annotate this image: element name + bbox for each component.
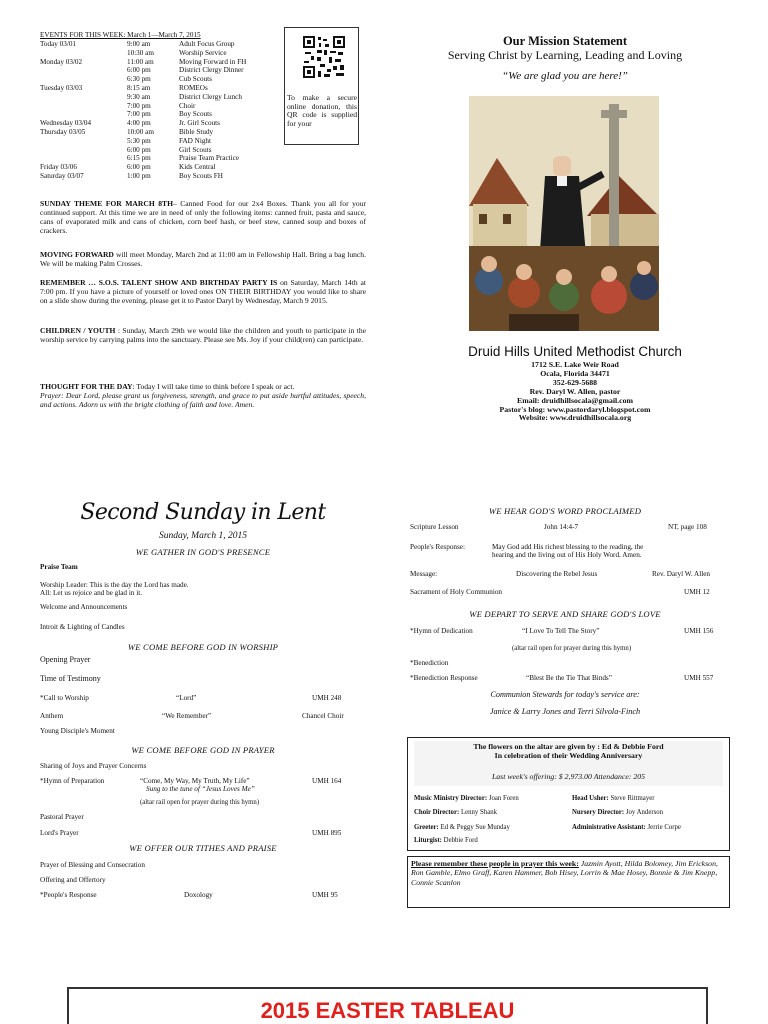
doxology: Doxology (184, 891, 213, 899)
event-name: District Clergy Lunch (179, 92, 242, 101)
liturgist-name: Debbie Ford (443, 837, 478, 844)
nursery-director-name: Joy Anderson (625, 809, 664, 816)
peoples-response-label: *People's Response (40, 891, 97, 899)
communion-number: UMH 12 (684, 588, 710, 596)
liturgist (414, 837, 478, 844)
admin-assistant-label: Administrative Assistant: (572, 824, 646, 831)
scripture-ref: John 14:4-7 (544, 523, 579, 531)
depart-header: WE DEPART TO SERVE AND SHARE GOD'S LOVE (469, 609, 661, 619)
hymn-prep-label: *Hymn of Preparation (40, 777, 105, 785)
event-name: Worship Service (179, 48, 227, 57)
event-day: Thursday 03/05 (40, 128, 86, 136)
event-time: 7:00 pm (127, 110, 151, 119)
qr-code-icon[interactable] (302, 35, 346, 79)
flowers-panel (414, 741, 723, 786)
event-day: Wednesday 03/04 (40, 119, 92, 128)
event-row (40, 75, 278, 83)
admin-assistant (572, 824, 681, 831)
message-label: Message: (410, 570, 438, 578)
event-time: 7:00 pm (127, 101, 151, 110)
notice-moving-forward-label: MOVING FORWARD (40, 250, 114, 259)
event-time: 10:30 am (127, 48, 154, 57)
notice-thought (40, 383, 366, 423)
head-usher (572, 795, 655, 802)
hymn-dedication-number: UMH 156 (684, 627, 714, 635)
gather-header: WE GATHER IN GOD'S PRESENCE (135, 547, 271, 557)
response-text-1: May God add His richest blessing to the reading, the (492, 543, 644, 551)
scripture-page: NT, page 108 (668, 523, 707, 531)
church-pastor: Rev. Daryl W. Allen, pastor (529, 386, 621, 396)
event-row (40, 146, 278, 154)
church-email[interactable]: Email: druidhillsocala@gmail.com (517, 395, 633, 405)
music-director-label: Music Ministry Director: (414, 795, 488, 802)
call-to-worship-label: *Call to Worship (40, 694, 89, 702)
event-time: 10:00 am (127, 128, 154, 136)
event-name: FAD Night (179, 136, 212, 145)
flowers-staff-box (407, 737, 730, 851)
communion-label: Sacrament of Holy Communion (410, 588, 503, 596)
event-name: Girl Scouts (179, 145, 212, 154)
time-of-testimony: Time of Testimony (40, 674, 101, 683)
event-day: Saturday 03/07 (40, 172, 84, 180)
church-name: Druid Hills United Methodist Church (468, 344, 682, 359)
church-city: Ocala, Florida 34471 (540, 368, 610, 378)
hymn-dedication-label: *Hymn of Dedication (410, 627, 473, 635)
service-title: Second Sunday in Lent (80, 500, 326, 525)
event-row (40, 110, 278, 118)
event-time: 6:30 pm (127, 75, 151, 84)
church-website[interactable]: Website: www.druidhillsocala.org (518, 413, 632, 423)
event-row (40, 93, 278, 101)
altar-rail-note-1: (altar rail open for prayer during this hymn) (140, 799, 260, 806)
benediction: *Benediction (410, 659, 449, 667)
hymn-prep-tune: Sung to the tune of “Jesus Loves Me” (146, 785, 255, 793)
nursery-director-label: Nursery Director: (572, 809, 625, 816)
opening-prayer: Opening Prayer (40, 655, 91, 664)
prayer-header: WE COME BEFORE GOD IN PRAYER (131, 745, 275, 755)
notice-sunday-theme (40, 200, 366, 244)
event-name: Adult Focus Group (179, 40, 235, 48)
event-name: Choir (179, 101, 196, 110)
event-day: Friday 03/06 (40, 163, 77, 172)
call-to-worship-title: “Lord” (176, 694, 197, 702)
notice-children-text: : Sunday, March 29th we would like the children and youth to participate in the worship service by carrying palms into the sanctuary. Please see Ms. Joy if your child(ren) can participate. (40, 326, 367, 344)
liturgist-label: Liturgist: (414, 837, 442, 844)
prayer-list-names: Jazmin Ayott, Hilda Bolomey, Jim Erickson, Ron Gamble, Elmo Graff, Karen Hammer, Bob Hisey, Lorrin & Mae Hosey, Bonnie & Jim Knepp, Connie Scanlon (411, 859, 718, 887)
notice-prayer-text: Prayer: Dear Lord, please grant us forgiveness, strength, and grace to put aside hurtful attitudes, speech, and actions. Adorn us with the bright clothing of faith and love. Amen. (40, 390, 366, 409)
event-time: 4:00 pm (127, 119, 151, 128)
event-row (40, 119, 278, 127)
event-name: District Clergy Dinner (179, 66, 244, 75)
event-time: 5:30 pm (127, 136, 151, 145)
choir-director (414, 809, 497, 816)
notice-remember-text: on Saturday, March 14th at 7:00 pm. If you have a picture of yourself or loved ones ON THEIR BIRTHDAY you would like to share on a slide show during the evening, please get it to Pastor Daryl by Wednesday, March 9 2015. (40, 278, 366, 305)
qr-donation-box (284, 27, 359, 145)
introit-line: Introit & Lighting of Candles (40, 623, 125, 631)
music-director-name: Joan Foren (488, 795, 519, 802)
benediction-response-label: *Benediction Response (410, 674, 478, 682)
event-row (40, 128, 278, 136)
event-row (40, 66, 278, 74)
worship-leader-line: Worship Leader: This is the day the Lord has made. (40, 581, 189, 589)
call-to-worship-number: UMH 248 (312, 694, 342, 702)
event-time: 1:00 pm (127, 172, 151, 180)
staff-list (414, 795, 726, 849)
event-name: Moving Forward in FH (179, 57, 247, 66)
choir-director-label: Choir Director: (414, 809, 460, 816)
event-row (40, 163, 278, 171)
mission-quote: “We are glad you are here!” (502, 70, 628, 82)
event-row (40, 172, 278, 180)
event-row (40, 40, 278, 48)
anthem-label: Anthem (40, 712, 64, 720)
anthem-by: Chancel Choir (302, 712, 344, 720)
event-name: Boy Scouts (179, 110, 212, 119)
last-week-offering: Last week's offering: $ 2,973.00 Attendance: 205 (491, 772, 646, 781)
event-time: 11:00 am (127, 57, 154, 66)
scripture-label: Scripture Lesson (410, 523, 459, 531)
notice-children-label: CHILDREN / YOUTH (40, 326, 116, 335)
benediction-response-title: “Blest Be the Tie That Binds” (526, 674, 612, 682)
church-address: 1712 S.E. Lake Weir Road (531, 360, 619, 369)
message-title: Discovering the Rebel Jesus (516, 570, 598, 578)
greeter-name: Ed & Peggy Sue Munday (440, 824, 510, 831)
prayer-list-label: Please remember these people in prayer this week: (411, 859, 579, 868)
event-time: 8:15 am (127, 84, 151, 92)
event-row (40, 137, 278, 145)
easter-tableau-title: 2015 EASTER TABLEAU (260, 998, 515, 1023)
hymn-prep-title: “Come, My Way, My Truth, My Life” (140, 777, 250, 785)
head-usher-name: Steve Rittmayer (610, 795, 655, 802)
word-header: WE HEAR GOD'S WORD PROCLAIMED (488, 506, 642, 516)
event-row (40, 58, 278, 66)
lords-prayer: Lord's Prayer (40, 829, 79, 837)
flowers-line-2: In celebration of their Wedding Anniversary (494, 751, 643, 760)
events-table (40, 40, 278, 185)
event-day: Tuesday 03/03 (40, 84, 83, 92)
service-date: Sunday, March 1, 2015 (158, 531, 248, 541)
message-by: Rev. Daryl W. Allen (652, 570, 711, 578)
notice-sunday-theme-text: – Canned Food for our 2x4 Boxes. Thank you all for your continued support. At this time we are in need of only the following items: canned fruit, pasta and sauce, cans of evaporated milk and cans of chicken, corn beef hash, or beef stew, canned soup and boxes of crackers. (40, 199, 366, 235)
events-section (40, 31, 278, 187)
benediction-response-number: UMH 557 (684, 674, 714, 682)
wesley-preaching-illustration (469, 96, 659, 331)
greeter (414, 824, 510, 831)
notice-remember-label: REMEMBER … S.O.S. TALENT SHOW AND BIRTHDAY PARTY IS (40, 278, 278, 287)
worship-header: WE COME BEFORE GOD IN WORSHIP (127, 642, 279, 652)
hymn-dedication-title: “I Love To Tell The Story” (522, 627, 600, 635)
event-name: ROMEOs (179, 84, 208, 92)
greeter-label: Greeter: (414, 824, 439, 831)
offering-offertory: Offering and Offertory (40, 876, 106, 884)
church-blog[interactable]: Pastor's blog: www.pastordaryl.blogspot.com (499, 404, 651, 414)
event-day: Monday 03/02 (40, 57, 83, 66)
event-row (40, 49, 278, 57)
response-text-2: hearing and the living out of His Holy Word. Amen. (492, 551, 642, 559)
joys-concerns: Sharing of Joys and Prayer Concerns (40, 762, 147, 770)
nursery-director (572, 809, 663, 816)
event-name: Bible Study (179, 128, 214, 136)
choir-director-name: Lenny Shank (460, 809, 498, 816)
mission-subtitle: Serving Christ by Learning, Leading and Loving (447, 48, 683, 62)
notice-children-youth (40, 327, 366, 357)
prayer-list-box (407, 856, 730, 908)
event-time: 9:00 am (127, 40, 151, 48)
stewards-names: Janice & Larry Jones and Terri Silvola-Finch (489, 707, 641, 716)
notice-remember (40, 279, 366, 317)
notice-thought-label: THOUGHT FOR THE DAY (40, 382, 133, 391)
hymn-prep-number: UMH 164 (312, 777, 342, 785)
event-time: 6:15 pm (127, 154, 151, 163)
pastoral-prayer: Pastoral Prayer (40, 813, 84, 821)
event-row (40, 84, 278, 92)
notice-moving-forward (40, 251, 366, 271)
lords-prayer-number: UMH 895 (312, 829, 342, 837)
notice-sunday-theme-label: SUNDAY THEME FOR MARCH 8TH (40, 199, 173, 208)
music-director (414, 795, 519, 802)
notice-moving-forward-text: will meet Monday, March 2nd at 11:00 am in Fellowship Hall. Bring a bag lunch. We will be making Palm Crosses. (40, 250, 366, 268)
events-header: EVENTS FOR THIS WEEK: March 1—March 7, 2015 (40, 31, 201, 39)
event-time: 6:00 pm (127, 66, 151, 75)
qr-donation-text: To make a secure online donation, this QR code is supplied for your (287, 93, 357, 128)
event-name: Kids Central (179, 163, 216, 172)
prayer-list (411, 859, 729, 887)
church-phone: 352-629-5688 (552, 377, 598, 387)
stewards-line: Communion Stewards for today's service are: (490, 690, 640, 699)
all-response-line: All: Let us rejoice and be glad in it. (40, 589, 142, 597)
notice-thought-text: : Today I will take time to think before I speak or act. (132, 382, 295, 391)
head-usher-label: Head Usher: (572, 795, 609, 802)
event-name: Boy Scouts FH (179, 172, 223, 180)
welcome-line: Welcome and Announcements (40, 603, 128, 611)
admin-assistant-name: Jerrie Corpe (647, 824, 681, 831)
altar-rail-note-2: (altar rail open for prayer during this hymn) (512, 645, 632, 652)
mission-title: Our Mission Statement (502, 34, 628, 48)
flowers-line-1: The flowers on the altar are given by : Ed & Debbie Ford (473, 742, 664, 751)
event-time: 9:30 am (127, 92, 151, 101)
prayer-of-blessing: Prayer of Blessing and Consecration (40, 861, 145, 869)
event-name: Praise Team Practice (179, 154, 240, 163)
event-name: Cub Scouts (179, 75, 212, 84)
event-time: 6:00 pm (127, 163, 151, 172)
young-disciple: Young Disciple's Moment (40, 727, 115, 735)
event-row (40, 154, 278, 162)
anthem-title: “We Remember” (162, 712, 212, 720)
response-label: People's Response: (410, 543, 465, 551)
event-row (40, 102, 278, 110)
event-name: Jr. Girl Scouts (179, 119, 220, 128)
church-contact (400, 361, 750, 423)
event-day: Today 03/01 (40, 40, 77, 48)
praise-team: Praise Team (40, 563, 78, 571)
easter-tableau-banner (67, 987, 708, 1024)
doxology-number: UMH 95 (312, 891, 338, 899)
event-time: 6:00 pm (127, 145, 151, 154)
tithes-header: WE OFFER OUR TITHES AND PRAISE (129, 843, 277, 853)
